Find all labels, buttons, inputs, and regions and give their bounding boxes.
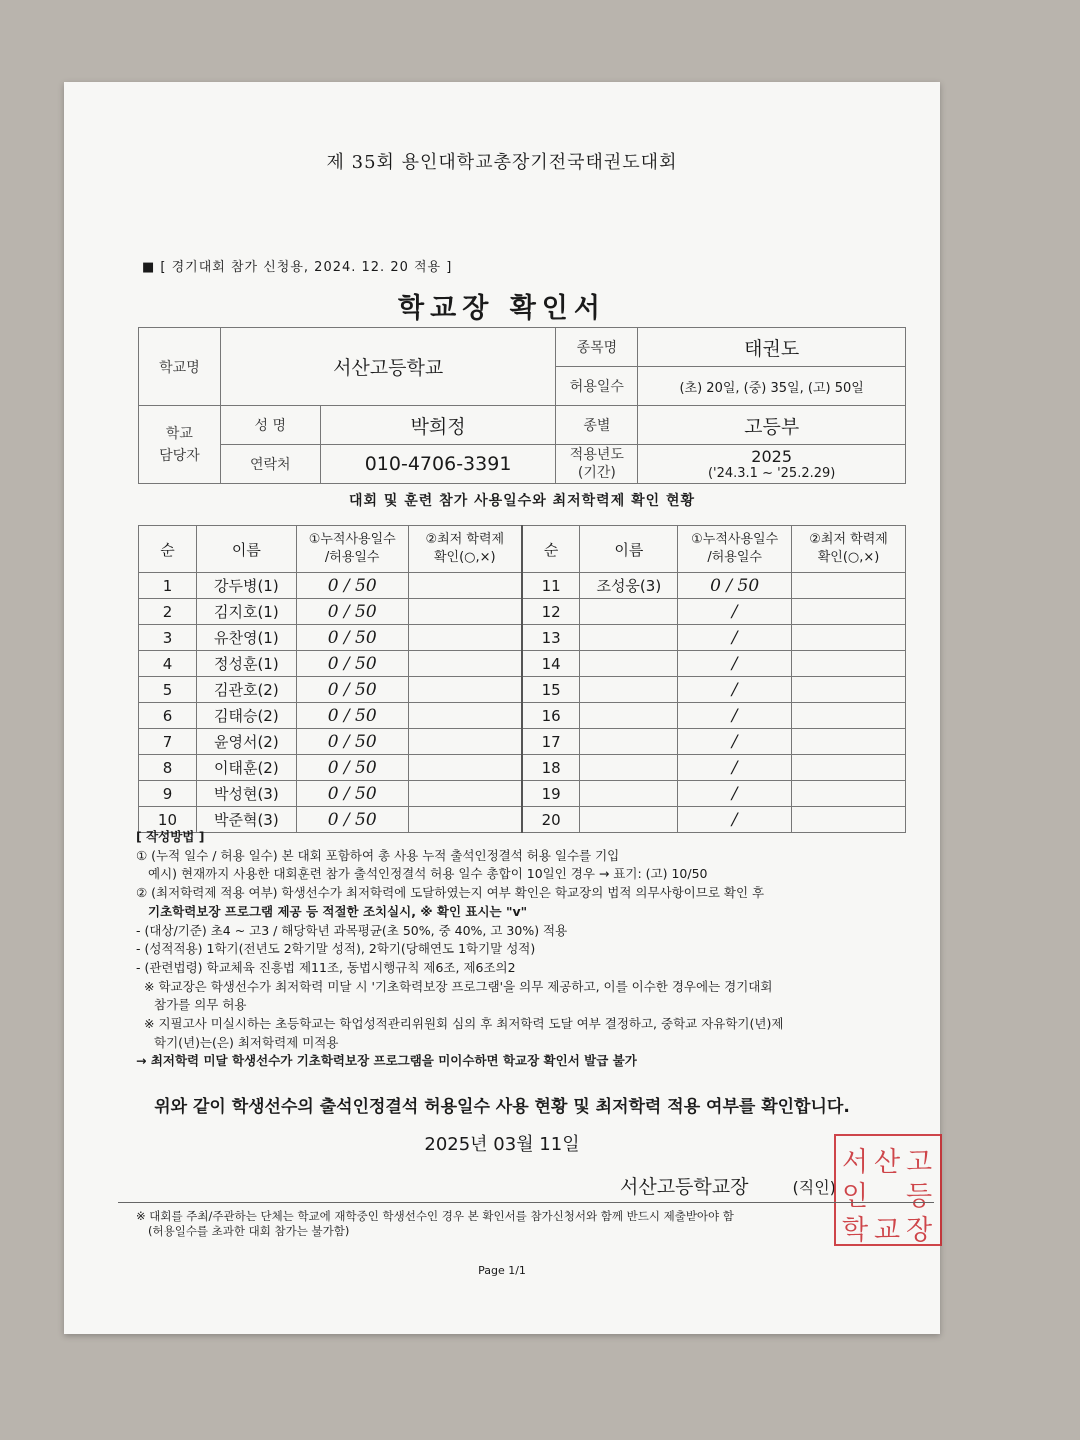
- row-number: 9: [139, 781, 197, 807]
- table-row: [139, 703, 906, 729]
- note-line: - (관련법령) 학교체육 진흥법 제11조, 동법시행규칙 제6조, 제6조의2: [136, 959, 516, 975]
- confirmation-text: 위와 같이 학생선수의 출석인정결석 허용일수 사용 현황 및 최저학력 적용 여부를 확인합니다.: [154, 1097, 850, 1117]
- min-academic-check: [408, 755, 522, 781]
- applied-note: ■ [ 경기대회 참가 신청용, 2024. 12. 20 적용 ]: [142, 260, 453, 275]
- athlete-name: 윤영서(2): [196, 729, 296, 755]
- min-academic-check: [792, 703, 906, 729]
- athlete-name: 박성현(3): [196, 781, 296, 807]
- row-number: 16: [522, 703, 580, 729]
- days-used: 0 / 50: [296, 729, 408, 755]
- min-academic-check: [408, 599, 522, 625]
- athlete-name: 강두병(1): [196, 573, 296, 599]
- allowed-value: (초) 20일, (중) 35일, (고) 50일: [638, 367, 906, 406]
- info-table: [138, 327, 906, 484]
- table-row: [139, 651, 906, 677]
- note-line: ① (누적 일수 / 허용 일수) 본 대회 포함하여 총 사용 누적 출석인정결석 허용 일수를 기입: [136, 847, 620, 863]
- min-academic-check: [792, 729, 906, 755]
- note-line: [ 작성방법 ]: [136, 829, 205, 844]
- days-used: /: [678, 755, 792, 781]
- row-number: 10: [139, 807, 197, 833]
- athlete-name: [580, 677, 678, 703]
- header-name: 이름: [196, 526, 296, 573]
- athlete-name: 정성훈(1): [196, 651, 296, 677]
- row-number: 14: [522, 651, 580, 677]
- school-seal: 서 산 고 등 학 교 장 인: [834, 1134, 942, 1246]
- note-line: ※ 학교장은 학생선수가 최저학력 미달 시 '기초학력보장 프로그램'을 의무 제공하고, 이를 이수한 경우에는 경기대회: [144, 978, 773, 994]
- days-used: 0 / 50: [678, 573, 792, 599]
- event-label: 종목명: [556, 328, 638, 367]
- table-row: [139, 677, 906, 703]
- min-academic-check: [792, 781, 906, 807]
- row-number: 1: [139, 573, 197, 599]
- writing-notes: [136, 828, 783, 1071]
- row-number: 5: [139, 677, 197, 703]
- footer-line: ※ 대회를 주최/주관하는 단체는 학교에 재학중인 학생선수인 경우 본 확인서를 참가신청서와 함께 반드시 제출받아야 함: [136, 1209, 734, 1223]
- header-no: 순: [522, 526, 580, 573]
- note-line: ※ 지필고사 미실시하는 초등학교는 학업성적관리위원회 심의 후 최저학력 도달 여부 결정하고, 중학교 자유학기(년)제: [144, 1016, 784, 1032]
- row-number: 7: [139, 729, 197, 755]
- manager-label: 학교 담당자: [139, 406, 221, 484]
- row-number: 11: [522, 573, 580, 599]
- principal-title: 서산고등학교장: [620, 1176, 749, 1198]
- header-days: ①누적사용일수 /허용일수: [678, 526, 792, 573]
- min-academic-check: [408, 781, 522, 807]
- stamp-note: (직인): [792, 1178, 836, 1197]
- row-number: 17: [522, 729, 580, 755]
- page-number: Page 1/1: [478, 1264, 526, 1277]
- athlete-name: 이태훈(2): [196, 755, 296, 781]
- allowed-label: 허용일수: [556, 367, 638, 406]
- min-academic-check: [792, 807, 906, 833]
- row-number: 4: [139, 651, 197, 677]
- min-academic-check: [408, 651, 522, 677]
- footer-note: [136, 1209, 734, 1239]
- days-used: /: [678, 703, 792, 729]
- year-cell: [638, 445, 906, 484]
- note-line: → 최저학력 미달 학생선수가 기초학력보장 프로그램을 미이수하면 학교장 확인서 발급 불가: [136, 1053, 637, 1069]
- table-row: [139, 625, 906, 651]
- athlete-name: 김지호(1): [196, 599, 296, 625]
- summary-title: 대회 및 훈련 참가 사용일수와 최저학력제 확인 현황: [348, 493, 696, 509]
- division-label: 종별: [556, 406, 638, 445]
- document-page: [64, 82, 940, 1334]
- min-academic-check: [408, 625, 522, 651]
- days-used: 0 / 50: [296, 781, 408, 807]
- row-number: 2: [139, 599, 197, 625]
- days-used: /: [678, 729, 792, 755]
- year-label: 적용년도 (기간): [556, 445, 638, 484]
- note-line: ② (최저학력제 적용 여부) 학생선수가 최저학력에 도달하였는지 여부 확인은 학교장의 법적 의무사항이므로 확인 후: [136, 885, 765, 901]
- table-row: [139, 729, 906, 755]
- table-row: [139, 781, 906, 807]
- row-number: 13: [522, 625, 580, 651]
- school-label: 학교명: [139, 328, 221, 406]
- athlete-name: [580, 729, 678, 755]
- athlete-name: [580, 625, 678, 651]
- row-number: 6: [139, 703, 197, 729]
- days-used: 0 / 50: [296, 573, 408, 599]
- days-used: 0 / 50: [296, 599, 408, 625]
- days-used: 0 / 50: [296, 755, 408, 781]
- school-name: 서산고등학교: [220, 328, 556, 406]
- min-academic-check: [408, 573, 522, 599]
- event-value: 태권도: [638, 328, 906, 367]
- min-academic-check: [792, 677, 906, 703]
- min-academic-check: [408, 703, 522, 729]
- header-check: ②최저 학력제 확인(○,×): [792, 526, 906, 573]
- min-academic-check: [792, 599, 906, 625]
- row-number: 18: [522, 755, 580, 781]
- min-academic-check: [792, 755, 906, 781]
- days-used: /: [678, 625, 792, 651]
- days-used: /: [678, 599, 792, 625]
- manager-name: 박희정: [320, 406, 556, 445]
- row-number: 15: [522, 677, 580, 703]
- row-number: 20: [522, 807, 580, 833]
- name-label: 성 명: [220, 406, 320, 445]
- days-used: /: [678, 677, 792, 703]
- footer-line: (허용일수를 초과한 대회 참가는 불가함): [148, 1224, 350, 1238]
- days-used: /: [678, 781, 792, 807]
- note-line: 기초학력보장 프로그램 제공 등 적절한 조치실시, ※ 확인 표시는 "v": [148, 903, 528, 919]
- days-used: 0 / 50: [296, 677, 408, 703]
- athlete-name: [580, 781, 678, 807]
- contact-label: 연락처: [220, 445, 320, 484]
- days-used: 0 / 50: [296, 807, 408, 833]
- days-used: /: [678, 807, 792, 833]
- header-name: 이름: [580, 526, 678, 573]
- athlete-table: [138, 525, 906, 833]
- athlete-name: 박준혁(3): [196, 807, 296, 833]
- header-days: ①누적사용일수 /허용일수: [296, 526, 408, 573]
- athlete-name: [580, 755, 678, 781]
- footer-divider: [118, 1202, 934, 1203]
- athlete-name: 김태승(2): [196, 703, 296, 729]
- note-line: - (대상/기준) 초4 ~ 고3 / 해당학년 과목평균(초 50%, 중 40%, 고 30%) 적용: [136, 922, 568, 938]
- note-line: 참가를 의무 허용: [154, 997, 247, 1013]
- days-used: /: [678, 651, 792, 677]
- year-value: 2025: [751, 447, 792, 466]
- min-academic-check: [408, 677, 522, 703]
- days-used: 0 / 50: [296, 703, 408, 729]
- note-line: 예시) 현재까지 사용한 대회훈련 참가 출석인정결석 허용 일수 총합이 10일인 경우 → 표기: (고) 10/50: [148, 866, 708, 882]
- table-row: [139, 755, 906, 781]
- days-used: 0 / 50: [296, 651, 408, 677]
- athlete-rows: [139, 573, 906, 833]
- row-number: 3: [139, 625, 197, 651]
- contact-value: 010-4706-3391: [320, 445, 556, 484]
- header-check: ②최저 학력제 확인(○,×): [408, 526, 522, 573]
- note-line: 학기(년)는(은) 최저학력제 미적용: [154, 1034, 339, 1050]
- athlete-name: 김관호(2): [196, 677, 296, 703]
- issue-date: 2025년 03월 11일: [424, 1134, 580, 1155]
- athlete-name: 유찬영(1): [196, 625, 296, 651]
- row-number: 12: [522, 599, 580, 625]
- days-used: 0 / 50: [296, 625, 408, 651]
- row-number: 19: [522, 781, 580, 807]
- min-academic-check: [792, 625, 906, 651]
- min-academic-check: [408, 729, 522, 755]
- table-row: [139, 599, 906, 625]
- min-academic-check: [792, 573, 906, 599]
- row-number: 8: [139, 755, 197, 781]
- note-line: - (성적적용) 1학기(전년도 2학기말 성적), 2학기(당해연도 1학기말 성적): [136, 941, 536, 957]
- page-title: 학교장 확인서: [398, 293, 606, 324]
- contest-title: 제 35회 용인대학교총장기전국태권도대회: [326, 152, 678, 173]
- table-row: [139, 573, 906, 599]
- athlete-name: [580, 703, 678, 729]
- athlete-name: [580, 599, 678, 625]
- athlete-name: 조성웅(3): [580, 573, 678, 599]
- athlete-name: [580, 651, 678, 677]
- principal-name: [620, 1172, 836, 1199]
- min-academic-check: [792, 651, 906, 677]
- period-value: ('24.3.1 ~ '25.2.29): [707, 466, 836, 481]
- division-value: 고등부: [638, 406, 906, 445]
- header-no: 순: [139, 526, 197, 573]
